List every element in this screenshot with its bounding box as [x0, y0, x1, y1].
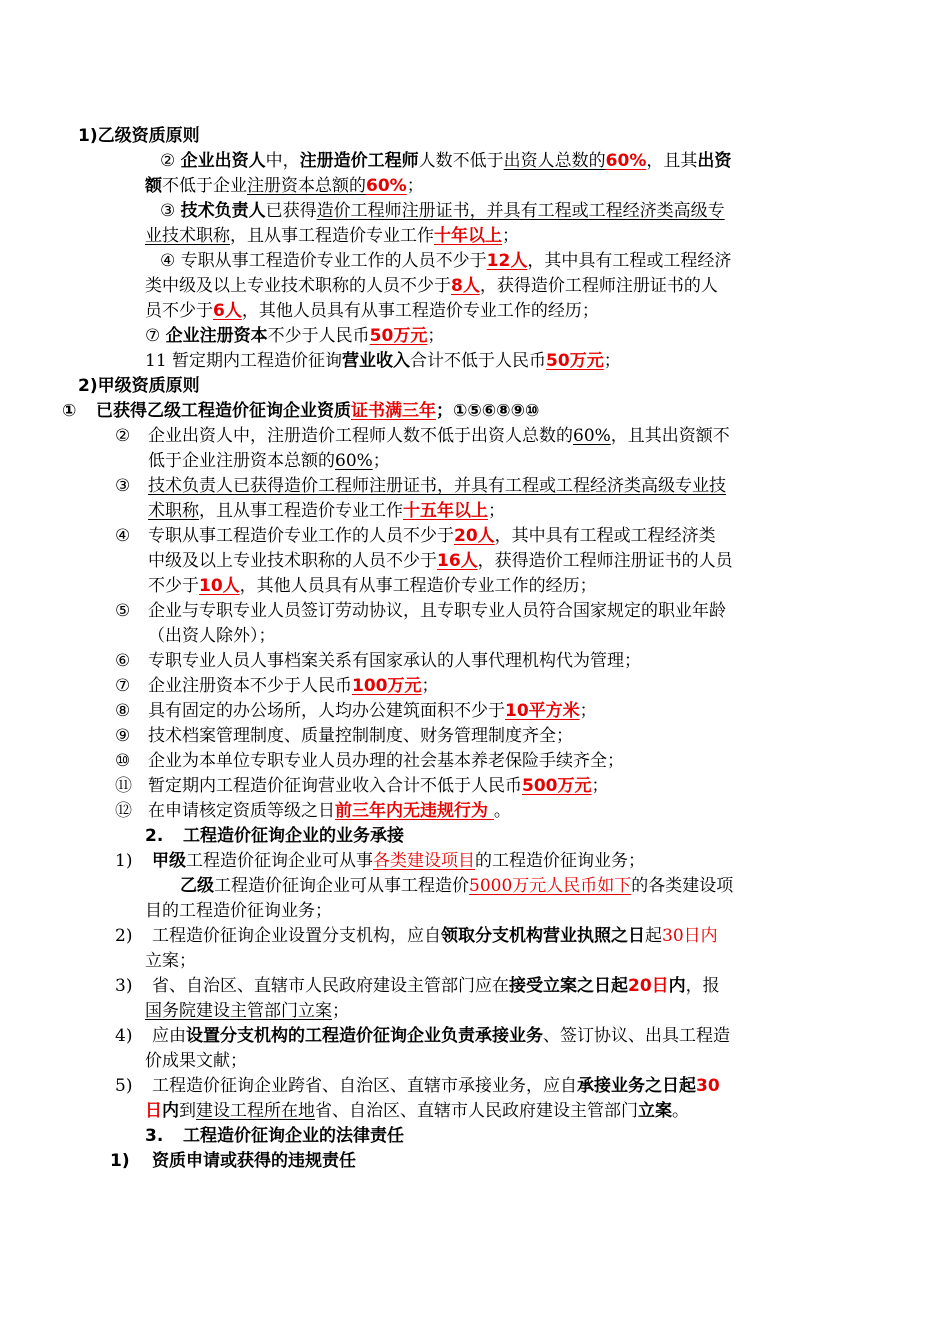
heading-number: 3.	[145, 1126, 164, 1146]
yi-line-7	[145, 324, 444, 349]
text-run: 省、自治区、直辖市人民政府建设主管部门	[315, 1101, 638, 1121]
text-run: ；	[591, 776, 609, 796]
item-marker: ③	[160, 201, 176, 221]
text-run: ，且从事工程造价专业工作	[230, 226, 434, 246]
business-4a	[115, 1024, 730, 1049]
liability-1	[110, 1149, 356, 1174]
text-run: 工程造价征询企业跨省、自治区、直辖市承接业务，应自	[152, 1076, 577, 1096]
text-run: 30	[696, 1076, 720, 1096]
business-3b	[145, 999, 349, 1024]
text-run: 日	[145, 1101, 162, 1121]
text-run: 10平方米	[505, 701, 580, 721]
section-heading-yi: 1)乙级资质原则	[78, 126, 200, 146]
text-run: ；①⑤⑥⑧⑨⑩	[436, 401, 540, 421]
text-run: 十五年以上	[403, 501, 488, 521]
item-marker: ②	[160, 151, 176, 171]
text-run: 技术负责人	[180, 201, 266, 221]
business-3a	[115, 974, 720, 999]
section-heading-business	[145, 824, 404, 849]
text-run: ，其中具有工程或工程经济	[527, 251, 732, 271]
text-run: 30日内	[662, 926, 718, 946]
text-run: 十年以上	[434, 226, 502, 246]
text-run: ，其他人员具有从事工程造价专业工作的经历；	[241, 301, 599, 321]
text-run: 证书满三年	[351, 401, 436, 421]
text-run: ，其他人员具有从事工程造价专业工作的经历；	[239, 576, 597, 596]
text-run: 在申请核定资质等级之日	[148, 801, 335, 821]
text-run: 500万元	[522, 776, 592, 796]
text-run: 10人	[199, 576, 240, 596]
text-run: 注册造价工程师	[299, 151, 419, 171]
text-run: ；	[421, 676, 439, 696]
text-run: 暂定期内工程造价征询营业收入合计不低于人民币	[148, 776, 522, 796]
text-run: 类中级及以上专业技术职称的人员不少于	[145, 276, 451, 296]
yi-line-4b	[145, 274, 718, 299]
text-run: 企业与专职专业人员签订劳动协议，且专职专业人员符合国家规定的职业年龄	[148, 601, 726, 621]
text-run: 出资	[697, 151, 732, 171]
item-marker: ②	[115, 426, 131, 446]
item-marker: 5)	[115, 1076, 133, 1096]
text-run: 内	[668, 976, 686, 996]
text-run: 6人	[213, 301, 242, 321]
yi-line-2b	[145, 174, 424, 199]
text-run: 具有固定的办公场所，人均办公建筑面积不少于	[148, 701, 505, 721]
text-run: 工程造价征询企业可从事工程造价	[214, 876, 469, 896]
text-run: 技术档案管理制度、质量控制制度、财务管理制度齐全；	[148, 726, 573, 746]
text-run: ，获得造价工程师注册证书的人	[479, 276, 718, 296]
text-run: ，报	[685, 976, 720, 996]
text-run: 5000万元人民币如下	[469, 876, 632, 896]
text-run: 20日	[628, 976, 669, 996]
text-run: 省、自治区、直辖市人民政府建设主管部门应在	[152, 976, 509, 996]
text-run: 中，	[265, 151, 300, 171]
text-run: 不少于	[148, 576, 199, 596]
jia-item-5b	[148, 624, 276, 649]
jia-item-6	[115, 649, 641, 674]
jia-item-10	[115, 749, 624, 774]
text-run: 60%	[573, 426, 611, 446]
text-run: 16人	[437, 551, 478, 571]
item-marker: ⑦	[115, 676, 131, 696]
item-marker: ⑪	[115, 776, 132, 796]
jia-item-9	[115, 724, 573, 749]
jia-item-2a	[115, 424, 730, 449]
yi-line-4a	[160, 249, 731, 274]
text-run: 额	[145, 176, 162, 196]
jia-item-11	[115, 774, 609, 799]
item-marker: 2)	[115, 926, 133, 946]
jia-item-8	[115, 699, 597, 724]
text-run: 工程造价征询企业设置分支机构，应自	[152, 926, 441, 946]
jia-item-4a	[115, 524, 716, 549]
text-run: 企业出资人中，注册造价工程师人数不低于出资人总数的	[148, 426, 573, 446]
text-run: ，其中具有工程或工程经济类	[494, 526, 716, 546]
text-run: ，且从事工程造价专业工作	[199, 501, 403, 521]
item-marker: 4)	[115, 1026, 133, 1046]
business-5a	[115, 1074, 720, 1099]
business-4b	[145, 1049, 247, 1074]
section-heading-jia: 2)甲级资质原则	[78, 376, 200, 396]
text-run: 专职专业人员人事档案关系有国家承认的人事代理机构代为管理；	[148, 651, 641, 671]
yi-line-4c	[145, 299, 599, 324]
text-run: 技术负责人已获得造价工程师注册证书，并具有工程或工程经济类高级专业技	[148, 476, 726, 496]
text-run: 接受立案之日起	[509, 976, 628, 996]
item-marker: 11	[145, 351, 167, 371]
text-run: 12人	[486, 251, 528, 271]
text-run: 目的工程造价征询业务；	[145, 901, 332, 921]
business-5b	[145, 1099, 689, 1124]
text-run: 甲级	[152, 851, 186, 871]
business-1c	[145, 899, 332, 924]
heading-text: 工程造价征询企业的业务承接	[183, 826, 404, 846]
text-run: 应由	[152, 1026, 186, 1046]
text-run: ；	[502, 226, 519, 246]
text-run: 低于企业注册资本总额的	[148, 451, 335, 471]
jia-item-7	[115, 674, 439, 699]
text-run: 60%	[335, 451, 373, 471]
text-run: 起	[645, 926, 662, 946]
text-run: 出资人总数的	[503, 151, 606, 171]
item-marker: ⑤	[115, 601, 131, 621]
jia-item-4b	[148, 549, 733, 574]
text-run: 各类建设项目	[373, 851, 475, 871]
jia-line-1	[62, 399, 539, 424]
text-run: 的各类建设项	[631, 876, 734, 896]
text-run: 50万元	[369, 326, 428, 346]
text-run: 乙级	[180, 876, 214, 896]
text-run: 建设工程所在地	[196, 1101, 315, 1121]
yi-line-3b	[145, 224, 519, 249]
text-run: ，且其	[646, 151, 698, 171]
jia-item-3b	[148, 499, 505, 524]
text-run: ；	[427, 326, 445, 346]
text-run: ；	[603, 351, 621, 371]
item-marker: 3)	[115, 976, 133, 996]
text-run: 企业出资人	[180, 151, 266, 171]
business-2b	[145, 949, 196, 974]
text-run: 中级及以上专业技术职称的人员不少于	[148, 551, 437, 571]
yi-line-11	[145, 349, 621, 374]
item-marker: ①	[62, 401, 77, 421]
text-run: 60%	[605, 151, 647, 171]
text-run: 术职称	[148, 501, 199, 521]
section-heading-liability	[145, 1124, 404, 1149]
text-run: 资质申请或获得的违规责任	[152, 1151, 356, 1171]
heading-text: 工程造价征询企业的法律责任	[183, 1126, 404, 1146]
text-run: 造价工程师注册证书，并具有工程或工程经济类高级专	[316, 201, 725, 221]
text-run: ；	[332, 1001, 349, 1021]
text-run: ，且其出资额不	[610, 426, 730, 446]
text-run: 内	[162, 1101, 179, 1121]
text-run: 。	[672, 1101, 689, 1121]
text-run: 前三年内无违规行为	[335, 801, 494, 821]
text-run: ，获得造价工程师注册证书的人员	[477, 551, 733, 571]
item-marker: ⑫	[115, 801, 132, 821]
text-run: （出资人除外）；	[148, 626, 276, 646]
text-run: 不低于企业	[162, 176, 247, 196]
text-run: 已获得乙级工程造价征询企业资质	[96, 401, 351, 421]
heading-number: 2.	[145, 826, 164, 846]
text-run: 不少于人民币	[267, 326, 370, 346]
text-run: 承接业务之日起	[577, 1076, 696, 1096]
jia-item-2b	[148, 449, 390, 474]
jia-item-12	[115, 799, 511, 824]
text-run: ；	[406, 176, 424, 196]
text-run: 8人	[451, 276, 480, 296]
text-run: ；	[372, 451, 390, 471]
text-run: 的工程造价征询业务；	[475, 851, 645, 871]
item-marker: ⑩	[115, 751, 131, 771]
text-run: 业技术职称	[145, 226, 230, 246]
text-run: 100万元	[352, 676, 422, 696]
jia-item-5a	[115, 599, 726, 624]
business-2a	[115, 924, 718, 949]
text-run: 员不少于	[145, 301, 213, 321]
text-run: 领取分支机构营业执照之日	[441, 926, 645, 946]
jia-item-3a	[115, 474, 726, 499]
text-run: 20人	[454, 526, 495, 546]
jia-item-4c	[148, 574, 597, 599]
item-marker: ⑥	[115, 651, 131, 671]
text-run: 60%	[366, 176, 407, 196]
yi-line-2a	[160, 149, 731, 174]
item-marker: ⑦	[145, 326, 161, 346]
text-run: 已获得	[265, 201, 317, 221]
text-run: 营业收入	[342, 351, 411, 371]
item-marker: ⑨	[115, 726, 131, 746]
text-run: 。	[493, 801, 511, 821]
text-run: 企业注册资本不少于人民币	[148, 676, 352, 696]
text-run: 注册资本总额的	[247, 176, 366, 196]
text-run: 企业为本单位专职专业人员办理的社会基本养老保险手续齐全；	[148, 751, 624, 771]
text-run: 50万元	[546, 351, 604, 371]
item-marker: ③	[115, 476, 131, 496]
text-run: 国务院建设主管部门立案	[145, 1001, 332, 1021]
item-marker: ④	[115, 526, 131, 546]
yi-line-3a	[160, 199, 725, 224]
item-marker: 1)	[110, 1151, 130, 1171]
business-1a	[115, 849, 645, 874]
text-run: 设置分支机构的工程造价征询企业负责承接业务	[186, 1026, 543, 1046]
text-run: 到	[179, 1101, 196, 1121]
business-1b	[180, 874, 733, 899]
text-run: 合计不低于人民币	[410, 351, 547, 371]
text-run: ；	[579, 701, 597, 721]
text-run: 专职从事工程造价专业工作的人员不少于	[180, 251, 487, 271]
text-run: 专职从事工程造价专业工作的人员不少于	[148, 526, 454, 546]
text-run: 、签订协议、出具工程造	[543, 1026, 730, 1046]
text-run: 企业注册资本	[165, 326, 268, 346]
item-marker: ⑧	[115, 701, 131, 721]
text-run: 工程造价征询企业可从事	[186, 851, 373, 871]
text-run: 暂定期内工程造价征询	[172, 351, 343, 371]
item-marker: 1)	[115, 851, 133, 871]
text-run: 人数不低于	[418, 151, 504, 171]
text-run: ；	[488, 501, 505, 521]
text-run: 立案	[638, 1101, 672, 1121]
item-marker: ④	[160, 251, 176, 271]
text-run: 立案；	[145, 951, 196, 971]
text-run: 价成果文献；	[145, 1051, 247, 1071]
